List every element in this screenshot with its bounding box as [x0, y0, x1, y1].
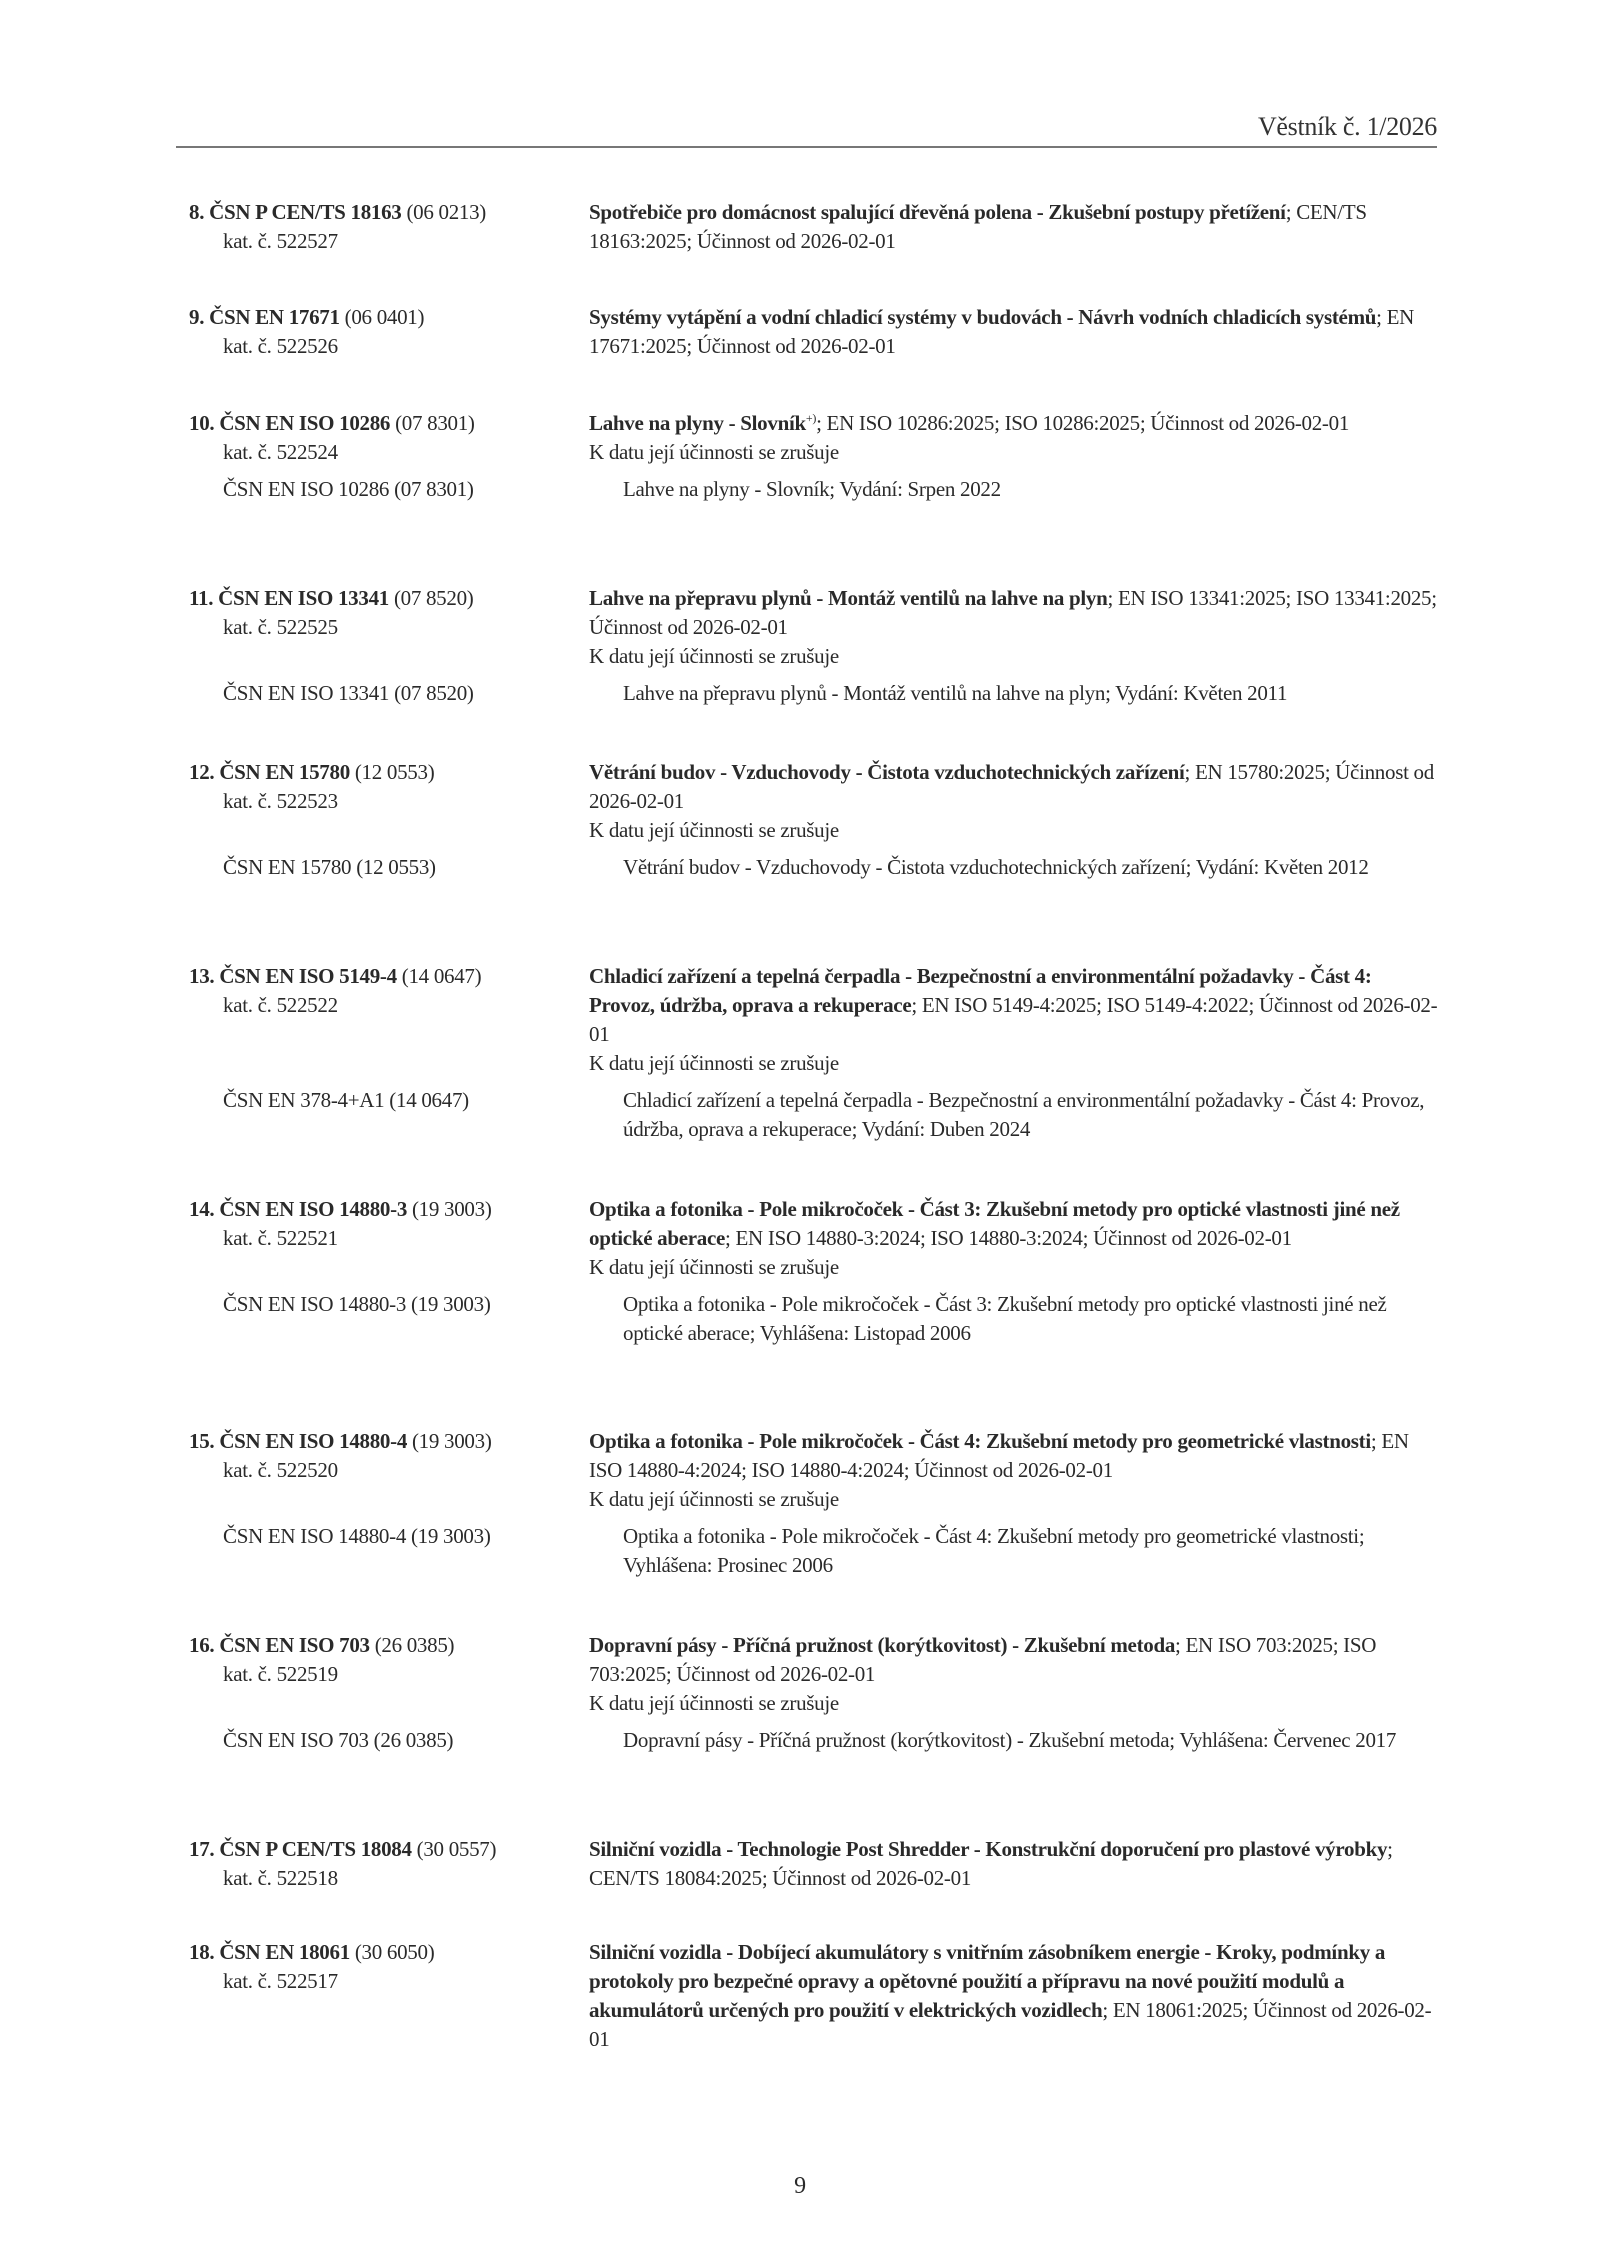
- catalog-number: kat. č. 522521: [223, 1226, 338, 1250]
- standard-designation: [189, 962, 589, 991]
- replaced-standard-code: ČSN EN ISO 703 (26 0385): [223, 1728, 454, 1752]
- standard-code: ČSN EN ISO 14880-4: [219, 1429, 408, 1453]
- standard-title: Lahve na přepravu plynů - Montáž ventilů na lahve na plyn: [589, 586, 1108, 610]
- replaced-standard: [189, 1086, 1439, 1144]
- classification-code: (14 0647): [401, 964, 482, 988]
- standard-title: Chladicí zařízení a tepelná čerpadla - Bezpečnostní a environmentální požadavky - Část 4: Provoz, údržba, oprava a rekuperace: [589, 964, 1372, 1017]
- standard-description: [589, 1938, 1439, 2054]
- standard-designation: [189, 584, 589, 613]
- replaced-standard-description: Větrání budov - Vzduchovody - Čistota vzduchotechnických zařízení; Vydání: Květen 2012: [623, 855, 1369, 879]
- replaced-standard: [189, 475, 1439, 504]
- classification-code: (19 3003): [411, 1429, 492, 1453]
- standard-code: ČSN EN ISO 5149-4: [219, 964, 397, 988]
- classification-code: (30 0557): [416, 1837, 497, 1861]
- classification-code: (30 6050): [354, 1940, 435, 1964]
- standard-entry: [189, 1195, 1439, 1348]
- standard-description: [589, 409, 1439, 438]
- replaced-standard-description: Chladicí zařízení a tepelná čerpadla - Bezpečnostní a environmentální požadavky - Část 4: Provoz, údržba, oprava a rekuperace; Vydání: Duben 2024: [623, 1088, 1425, 1141]
- standard-description: [589, 1835, 1439, 1893]
- catalog-number: kat. č. 522527: [223, 229, 338, 253]
- standard-designation: [189, 1195, 589, 1224]
- classification-code: (07 8520): [393, 586, 474, 610]
- replaced-standard: [189, 1726, 1439, 1755]
- standard-details: ; CEN/TS 18084:2025; Účinnost od 2026-02-01: [589, 1837, 1393, 1890]
- standard-code: ČSN EN 15780: [219, 760, 350, 784]
- standard-designation: [189, 1938, 589, 1967]
- standard-title: Spotřebiče pro domácnost spalující dřevěná polena - Zkušební postupy přetížení: [589, 200, 1286, 224]
- standard-entry: [189, 584, 1439, 708]
- catalog-number: kat. č. 522525: [223, 615, 338, 639]
- standard-designation: [189, 1631, 589, 1660]
- standard-entry: [189, 758, 1439, 882]
- entry-number: 8.: [189, 200, 205, 224]
- replaced-standard: [189, 853, 1439, 882]
- catalog-number: kat. č. 522520: [223, 1458, 338, 1482]
- classification-code: (26 0385): [374, 1633, 455, 1657]
- cancellation-note: K datu její účinnosti se zrušuje: [589, 1051, 839, 1075]
- entry-number: 14.: [189, 1197, 215, 1221]
- standard-details: ; CEN/TS 18163:2025; Účinnost od 2026-02-01: [589, 200, 1367, 253]
- standard-code: ČSN EN ISO 10286: [219, 411, 391, 435]
- standard-designation: [189, 409, 589, 438]
- standard-title: Větrání budov - Vzduchovody - Čistota vzduchotechnických zařízení: [589, 760, 1185, 784]
- replaced-standard-code: ČSN EN ISO 14880-4 (19 3003): [223, 1524, 491, 1548]
- standard-description: [589, 198, 1439, 256]
- standard-code: ČSN EN ISO 14880-3: [219, 1197, 408, 1221]
- replaced-standard-description: Lahve na plyny - Slovník; Vydání: Srpen 2022: [623, 477, 1001, 501]
- cancellation-note: K datu její účinnosti se zrušuje: [589, 1691, 839, 1715]
- catalog-number: kat. č. 522526: [223, 334, 338, 358]
- entry-number: 12.: [189, 760, 215, 784]
- entry-number: 11.: [189, 586, 214, 610]
- standard-description: [589, 303, 1439, 361]
- replaced-standard-description: Optika a fotonika - Pole mikročoček - Část 4: Zkušební metody pro geometrické vlastnosti; Vyhlášena: Prosinec 2006: [623, 1524, 1365, 1577]
- standard-details: ; EN ISO 14880-3:2024; ISO 14880-3:2024; Účinnost od 2026-02-01: [725, 1226, 1292, 1250]
- classification-code: (12 0553): [354, 760, 435, 784]
- standard-description: [589, 962, 1439, 1049]
- footnote-mark: +): [805, 411, 817, 425]
- replaced-standard-code: ČSN EN 15780 (12 0553): [223, 855, 436, 879]
- catalog-number: kat. č. 522519: [223, 1662, 338, 1686]
- standard-details: ; EN ISO 703:2025; ISO 703:2025; Účinnost od 2026-02-01: [589, 1633, 1377, 1686]
- replaced-standard: [189, 679, 1439, 708]
- entry-number: 10.: [189, 411, 215, 435]
- cancellation-note: K datu její účinnosti se zrušuje: [589, 440, 839, 464]
- cancellation-note: K datu její účinnosti se zrušuje: [589, 1255, 839, 1279]
- standard-designation: [189, 1835, 589, 1864]
- replaced-standard-description: Dopravní pásy - Příčná pružnost (korýtkovitost) - Zkušební metoda; Vyhlášena: Červenec 2017: [623, 1728, 1397, 1752]
- standard-title: Dopravní pásy - Příčná pružnost (korýtkovitost) - Zkušební metoda: [589, 1633, 1176, 1657]
- replaced-standard: [189, 1522, 1439, 1580]
- replaced-standard-code: ČSN EN ISO 10286 (07 8301): [223, 477, 474, 501]
- standard-description: [589, 1427, 1439, 1485]
- standard-description: [589, 1631, 1439, 1689]
- standard-designation: [189, 198, 589, 227]
- cancellation-note: K datu její účinnosti se zrušuje: [589, 818, 839, 842]
- page-number: 9: [794, 2173, 806, 2199]
- standard-title: Lahve na plyny - Slovník: [589, 411, 806, 435]
- standard-code: ČSN EN 18061: [219, 1940, 350, 1964]
- entry-number: 9.: [189, 305, 205, 329]
- standard-entry: [189, 198, 1439, 256]
- standard-entry: [189, 1938, 1439, 2054]
- standard-title: Silniční vozidla - Dobíjecí akumulátory s vnitřním zásobníkem energie - Kroky, podmínky a protokoly pro bezpečné opravy a opětovné použití a přípravu na nové použití modulů a akumulátorů určených pro použití v elektrických vozidlech: [589, 1940, 1386, 2022]
- catalog-number: kat. č. 522517: [223, 1969, 338, 1993]
- standard-designation: [189, 303, 589, 332]
- standard-code: ČSN EN 17671: [209, 305, 340, 329]
- cancellation-note: K datu její účinnosti se zrušuje: [589, 1487, 839, 1511]
- standard-entry: [189, 303, 1439, 361]
- standard-title: Optika a fotonika - Pole mikročoček - Část 4: Zkušební metody pro geometrické vlastnosti: [589, 1429, 1371, 1453]
- bulletin-header-title: Věstník č. 1/2026: [1257, 112, 1437, 141]
- entry-number: 18.: [189, 1940, 215, 1964]
- standard-description: [589, 758, 1439, 816]
- standard-designation: [189, 758, 589, 787]
- replaced-standard-code: ČSN EN ISO 13341 (07 8520): [223, 681, 474, 705]
- classification-code: (06 0213): [406, 200, 486, 224]
- classification-code: (06 0401): [344, 305, 425, 329]
- classification-code: (07 8301): [395, 411, 475, 435]
- standard-details: ; EN 17671:2025; Účinnost od 2026-02-01: [589, 305, 1415, 358]
- standard-details: ; EN 18061:2025; Účinnost od 2026-02-01: [589, 1998, 1432, 2051]
- standard-details: ; EN 15780:2025; Účinnost od 2026-02-01: [589, 760, 1434, 813]
- entry-number: 15.: [189, 1429, 215, 1453]
- standard-title: Systémy vytápění a vodní chladicí systémy v budovách - Návrh vodních chladicích systémů: [589, 305, 1377, 329]
- standard-code: ČSN P CEN/TS 18084: [219, 1837, 412, 1861]
- entry-number: 13.: [189, 964, 215, 988]
- standard-entry: [189, 1835, 1439, 1893]
- replaced-standard: [189, 1290, 1439, 1348]
- standard-code: ČSN EN ISO 703: [219, 1633, 370, 1657]
- standard-entry: [189, 962, 1439, 1144]
- standard-title: Optika a fotonika - Pole mikročoček - Část 3: Zkušební metody pro optické vlastnosti jiné než optické aberace: [589, 1197, 1400, 1250]
- standard-details: ; EN ISO 13341:2025; ISO 13341:2025; Účinnost od 2026-02-01: [589, 586, 1437, 639]
- standard-code: ČSN P CEN/TS 18163: [209, 200, 402, 224]
- standard-entry: [189, 1631, 1439, 1755]
- catalog-number: kat. č. 522522: [223, 993, 338, 1017]
- replaced-standard-code: ČSN EN ISO 14880-3 (19 3003): [223, 1292, 491, 1316]
- header-divider: [176, 146, 1437, 148]
- standard-details: ; EN ISO 10286:2025; ISO 10286:2025; Účinnost od 2026-02-01: [816, 411, 1350, 435]
- standard-entry: [189, 409, 1439, 504]
- standard-entry: [189, 1427, 1439, 1580]
- classification-code: (19 3003): [411, 1197, 492, 1221]
- replaced-standard-code: ČSN EN 378-4+A1 (14 0647): [223, 1088, 469, 1112]
- standard-designation: [189, 1427, 589, 1456]
- replaced-standard-description: Lahve na přepravu plynů - Montáž ventilů na lahve na plyn; Vydání: Květen 2011: [623, 681, 1288, 705]
- standard-details: ; EN ISO 5149-4:2025; ISO 5149-4:2022; Účinnost od 2026-02-01: [589, 993, 1438, 1046]
- catalog-number: kat. č. 522524: [223, 440, 338, 464]
- cancellation-note: K datu její účinnosti se zrušuje: [589, 644, 839, 668]
- standard-description: [589, 584, 1439, 642]
- entry-number: 16.: [189, 1633, 215, 1657]
- entry-number: 17.: [189, 1837, 215, 1861]
- catalog-number: kat. č. 522518: [223, 1866, 338, 1890]
- standard-title: Silniční vozidla - Technologie Post Shredder - Konstrukční doporučení pro plastové výrobky: [589, 1837, 1388, 1861]
- standard-description: [589, 1195, 1439, 1253]
- replaced-standard-description: Optika a fotonika - Pole mikročoček - Část 3: Zkušební metody pro optické vlastnosti jiné než optické aberace; Vyhlášena: Listopad 2006: [623, 1292, 1387, 1345]
- catalog-number: kat. č. 522523: [223, 789, 338, 813]
- standard-code: ČSN EN ISO 13341: [218, 586, 389, 610]
- standard-details: ; EN ISO 14880-4:2024; ISO 14880-4:2024; Účinnost od 2026-02-01: [589, 1429, 1409, 1482]
